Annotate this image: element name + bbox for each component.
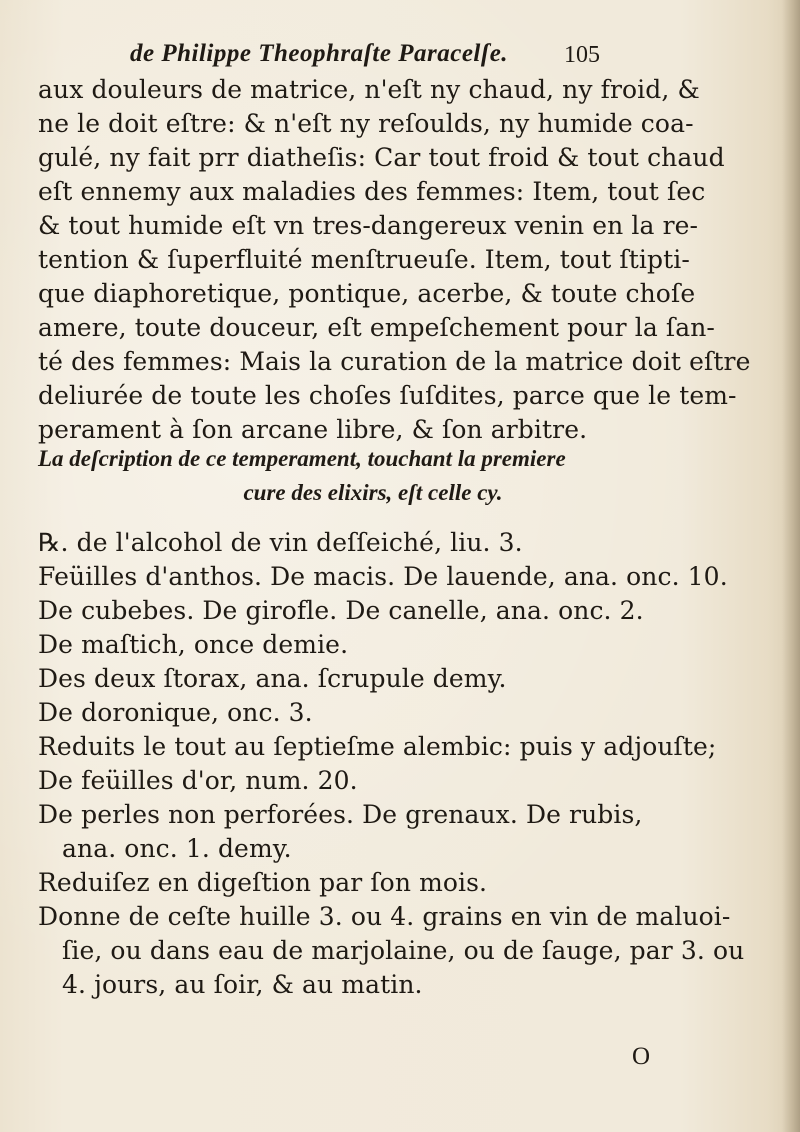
- recipe-line: 4. jours, au ſoir, & au matin.: [62, 970, 423, 999]
- recipe-line: De cubebes. De girofle. De canelle, ana. onc. 2.: [38, 596, 644, 625]
- recipe-line: De maſtich, once demie.: [38, 630, 349, 659]
- recipe-line: De perles non perforées. De grenaux. De rubis,: [38, 800, 643, 829]
- paragraph-line: perament à ſon arcane libre, & ſon arbitre.: [38, 415, 588, 444]
- heading-line: La deſcription de ce temperament, touchant la premiere: [38, 446, 566, 471]
- paragraph-line: tention & ſuperfluité menſtrueuſe. Item, tout ſtipti-: [38, 245, 690, 274]
- recipe-list: [38, 526, 778, 1002]
- recipe-line: ana. onc. 1. demy.: [62, 834, 292, 863]
- recipe-line: De feüilles d'or, num. 20.: [38, 766, 358, 795]
- recipe-line: Reduits le tout au ſeptieſme alembic: puis y adjouſte;: [38, 732, 717, 761]
- recipe-line: Reduiſez en digeſtion par ſon mois.: [38, 868, 488, 897]
- recipe-line: De doronique, onc. 3.: [38, 698, 313, 727]
- paragraph-line: & tout humide eſt vn tres-dangereux venin en la re-: [38, 211, 699, 240]
- recipe-line: ℞. de l'alcohol de vin deſſeiché, liu. 3.: [38, 528, 523, 557]
- paragraph-line: gulé, ny fait prr diatheſis: Car tout froid & tout chaud: [38, 143, 725, 172]
- recipe-line: Donne de ceſte huille 3. ou 4. grains en vin de maluoi-: [38, 902, 731, 931]
- page-number: 105: [564, 42, 600, 68]
- recipe-line: ſie, ou dans eau de marjolaine, ou de ſauge, par 3. ou: [62, 936, 745, 965]
- paragraph-line: deliurée de toute les choſes ſuſdites, parce que le tem-: [38, 381, 737, 410]
- recipe-line: Feüilles d'anthos. De macis. De lauende, ana. onc. 10.: [38, 562, 728, 591]
- paragraph-line: que diaphoretique, pontique, acerbe, & toute choſe: [38, 279, 696, 308]
- body-paragraph: [38, 73, 778, 447]
- section-heading: [38, 442, 778, 510]
- paragraph-line: té des femmes: Mais la curation de la matrice doit eſtre: [38, 347, 751, 376]
- page-edge-shadow: [782, 0, 800, 1132]
- paragraph-line: amere, toute douceur, eſt empeſchement pour la ſan-: [38, 313, 715, 342]
- recipe-line: Des deux ſtorax, ana. ſcrupule demy.: [38, 664, 507, 693]
- paragraph-line: eſt ennemy aux maladies des femmes: Item, tout ſec: [38, 177, 706, 206]
- heading-line: cure des elixirs, eſt celle cy.: [243, 480, 503, 505]
- paragraph-line: aux douleurs de matrice, n'eſt ny chaud, ny froid, &: [38, 75, 700, 104]
- paragraph-line: ne le doit eſtre: & n'eſt ny reſoulds, ny humide coa-: [38, 109, 694, 138]
- catchword: O: [632, 1043, 651, 1070]
- running-head: de Philippe Theophraſte Paracelſe.: [130, 40, 509, 67]
